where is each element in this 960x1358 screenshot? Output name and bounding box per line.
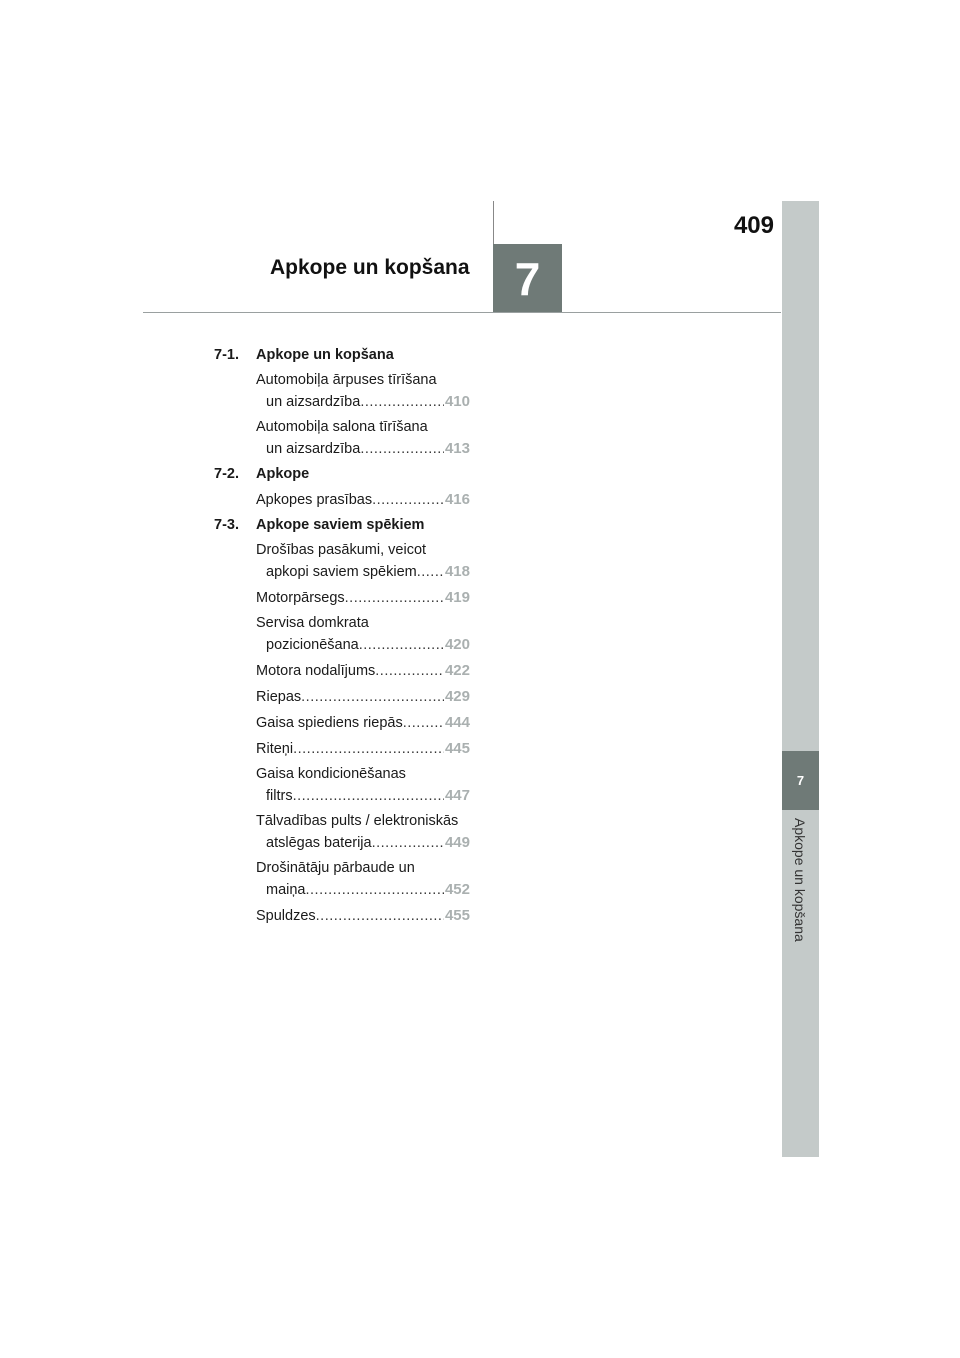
entry-title: Riepas [256,689,302,705]
leader-dots [293,786,444,807]
toc-entry[interactable] [214,811,470,854]
entry-title: Motora nodalījums [256,663,376,679]
entry-title-line1: Servisa domkrata [256,615,369,631]
chapter-number-box: 7 [493,244,562,313]
leader-dots [360,439,444,460]
entry-title-line1: Automobiļa ārpuses tīrīšana [256,372,437,388]
chapter-title: Apkope un kopšana [270,256,470,279]
leader-dots [375,661,444,682]
entry-title-line2: apkopi saviem spēkiem [266,564,417,580]
header-rule [143,312,781,313]
entry-page-link[interactable]: 422 [444,662,470,679]
entry-title-line2: atslēgas baterija [266,835,372,851]
toc-entry[interactable] [214,905,470,927]
entry-title-line1: Drošinātāju pārbaude un [256,860,415,876]
entry-title-line1: Automobiļa salona tīrīšana [256,419,428,435]
entry-title-line2: filtrs [266,788,293,804]
header-divider-vertical [493,201,494,245]
section-title: Apkope [256,466,310,482]
entry-title-line1: Tālvadības pults / elektroniskās [256,813,459,829]
entry-title-line2: un aizsardzība [266,394,361,410]
section-title: Apkope un kopšana [256,347,394,363]
toc-entry[interactable] [214,686,470,708]
leader-dots [417,562,444,583]
entry-page-link[interactable]: 410 [444,393,470,410]
entry-title: Motorpārsegs [256,590,345,606]
entry-page-link[interactable]: 449 [444,834,470,851]
toc-entry[interactable] [214,540,470,583]
table-of-contents [214,345,470,931]
toc-entry[interactable] [214,764,470,807]
toc-section-heading[interactable] [214,464,470,485]
side-tab-label-text: Apkope un kopšana [792,818,808,942]
leader-dots [372,490,444,511]
leader-dots [360,392,444,413]
toc-section-heading[interactable] [214,515,470,536]
toc-entry[interactable] [214,613,470,656]
section-number: 7-1. [214,347,239,363]
leader-dots [372,833,444,854]
entry-page-link[interactable]: 420 [444,636,470,653]
toc-entry[interactable] [214,738,470,760]
leader-dots [359,635,444,656]
entry-page-link[interactable]: 418 [444,563,470,580]
toc-entry[interactable] [214,489,470,511]
entry-page-link[interactable]: 445 [444,740,470,757]
leader-dots [306,880,444,901]
entry-title-line2: maiņa [266,882,306,898]
entry-title: Gaisa spiediens riepās [256,715,403,731]
leader-dots [316,906,444,927]
section-title: Apkope saviem spēkiem [256,517,425,533]
leader-dots [345,588,444,609]
entry-title: Spuldzes [256,908,316,924]
toc-entry[interactable] [214,417,470,460]
toc-entry[interactable] [214,858,470,901]
entry-title-line1: Drošības pasākumi, veicot [256,542,427,558]
entry-title-line2: pozicionēšana [266,637,359,653]
toc-entry[interactable] [214,370,470,413]
entry-title-line1: Gaisa kondicionēšanas [256,766,406,782]
entry-page-link[interactable]: 416 [444,491,470,508]
leader-dots [293,739,444,760]
entry-page-link[interactable]: 413 [444,440,470,457]
side-tab-chapter-7[interactable]: 7 [782,751,819,810]
toc-entry[interactable] [214,712,470,734]
entry-title: Riteņi [256,741,294,757]
entry-page-link[interactable]: 452 [444,881,470,898]
toc-section-heading[interactable] [214,345,470,366]
toc-entry[interactable] [214,587,470,609]
section-number: 7-3. [214,517,239,533]
entry-title-line2: un aizsardzība [266,441,361,457]
side-tab-label [782,818,819,1018]
leader-dots [301,687,444,708]
leader-dots [403,713,444,734]
entry-page-link[interactable]: 455 [444,907,470,924]
section-number: 7-2. [214,466,239,482]
toc-entry[interactable] [214,660,470,682]
entry-page-link[interactable]: 419 [444,589,470,606]
entry-page-link[interactable]: 429 [444,688,470,705]
entry-title: Apkopes prasības [256,492,373,508]
entry-page-link[interactable]: 447 [444,787,470,804]
page-number: 409 [733,212,774,239]
entry-page-link[interactable]: 444 [444,714,470,731]
